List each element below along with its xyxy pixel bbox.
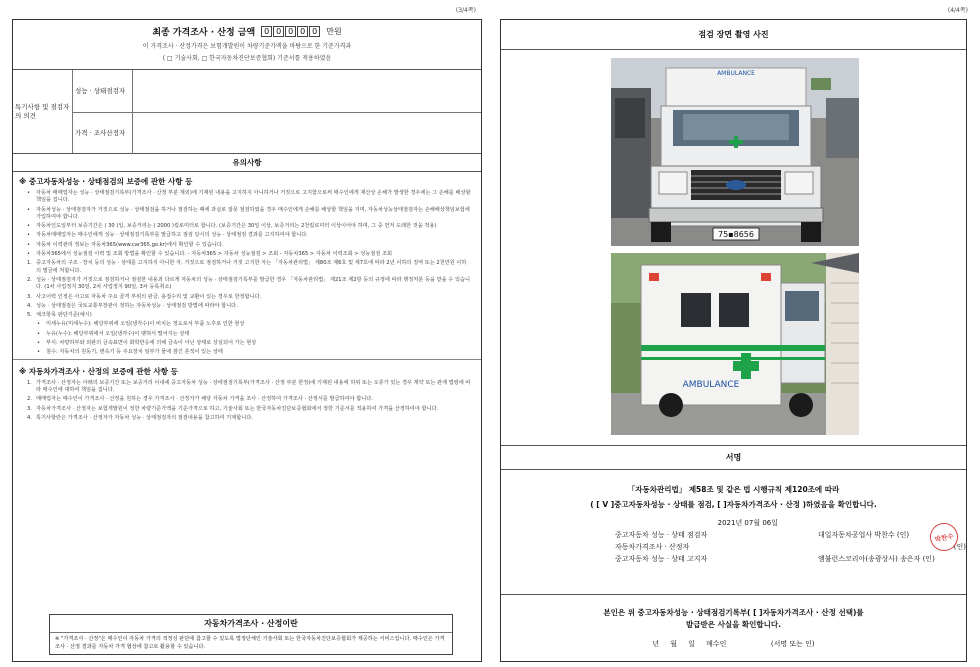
page-number: (3/4쪽) — [455, 7, 476, 14]
document-page-4 — [495, 0, 980, 667]
price-basis-line-1: 이 가격조사 · 산정가격은 보험개발원이 차량기준가액을 바탕으로 한 기준가격과 — [142, 43, 352, 50]
ambulance-front-lettering: AMBULANCE — [717, 70, 755, 77]
signer-name: 대일자동차공업사 박찬수 (인) — [818, 531, 910, 539]
signer-row — [501, 530, 966, 540]
signer-name: (인) — [953, 543, 966, 551]
signer-role: 자동차가격조사 · 산정자 — [615, 543, 690, 551]
buyer-confirm-line-1: 본인은 위 중고자동차성능 · 상태점검기록부( [ ]자동차가격조사 · 산정 선택)를 — [603, 608, 864, 617]
numbered-item: 4. 특기사항란은 가격조사 · 산정자가 자동차 성능 · 상태점검자의 점검내용을 참고하여 기재합니다. — [27, 414, 253, 421]
red-seal-stamp: 박찬수 — [927, 520, 960, 553]
price-basis-line-2: ( □ 기술사회, □ 한국자동차진단보증협회) 기준서를 적용하였음 — [162, 55, 332, 62]
notice-item: • 자동차성능 · 상태점검자가 거짓으로 성능 · 상태점검을 하거나 점검하는 때에 과실로 잘못 점검하였을 경우 매수인에게 손해를 배상할 책임을 지며, 자동차성능상태점검자는 손해배상책임보험에 가입하여야 합니다. — [27, 207, 471, 222]
ambulance-side-photo — [611, 253, 859, 435]
price-digit: 0 — [297, 26, 308, 37]
numbered-item: 3. 사고이력 인정은 사고로 자동차 주요 골격 부위의 판금, 용접수리 및 교환이 있는 경우로 한정합니다. — [27, 293, 262, 300]
section-2-heading: ※ 자동차가격조사 · 산정의 보증에 관한 사항 등 — [19, 366, 178, 376]
page-number: (4/4쪽) — [947, 7, 968, 14]
notice-item: • 자동차 이력관리 정보는 자동차365(www.car365.go.kr)에서 확인할 수 있습니다. — [27, 242, 471, 249]
section-1-numbered — [13, 260, 481, 319]
certification-line-1: 「자동차관리법」 제58조 및 같은 법 시행규칙 제120조에 따라 — [627, 485, 840, 494]
opinion-value-field — [133, 70, 481, 112]
license-plate: 75▪8656 — [718, 230, 754, 239]
price-digit-boxes — [261, 26, 320, 37]
photo-section-title: 점검 장면 촬영 사진 — [501, 20, 966, 50]
appraisal-definition-box — [49, 614, 453, 655]
ambulance-front-photo — [611, 58, 859, 246]
ambulance-front-image — [611, 58, 859, 246]
buyer-signature-line: 년 월 일 매수인 (서명 또는 인) — [652, 640, 815, 648]
signer-role: 중고자동차 성능 · 상태 고지자 — [615, 555, 708, 563]
opinion-label: 특기사항 및 점검자의 의견 — [13, 70, 73, 153]
appraisal-definition-text: ※ "가격조사 · 산정"은 매수인이 자동차 가격의 적정성 판단에 참고할 수 있도록 법정단체인 기술사회 또는 한국자동차진단보증협회가 제공하는 서비스입니다. 매수인은 가격조사 · 산정 결과를 자동차 가격 협상에 참고로 활용할 수 있습니다. — [55, 636, 445, 650]
final-price-header — [13, 20, 481, 70]
ambulance-side-image — [611, 253, 859, 435]
section-2-numbered — [13, 380, 481, 422]
opinion-row-label: 성능 · 상태점검자 — [73, 70, 133, 112]
price-digit: 0 — [309, 26, 320, 37]
section-1-heading: ※ 중고자동차성능 · 상태점검의 보증에 관한 사항 등 — [19, 177, 193, 186]
signer-name: 앰뷸런스코리아(송광상사) 송은자 (인) — [818, 555, 935, 563]
buyer-confirm-line-2: 발급받은 사실을 확인합니다. — [685, 620, 781, 629]
numbered-item: 4. 성능 · 상태점검은 국토교통부장관이 정하는 자동차성능 · 상태점검 방법에 따라야 합니다. — [27, 302, 238, 309]
notice-item: • 자동차 매매업자는 성능 · 상태점검기록부(가격조사 · 산정 부분 제외)에 기재된 내용을 고지하지 아니하거나 거짓으로 고지함으로써 매수인에게 재산상 손해가 발생한 경우에는 그 손해를 배상할 책임을 집니다. — [27, 190, 471, 205]
certification-line-2: ( [ V ]중고자동차성능 · 상태를 점검, [ ]자동차가격조사 · 산정 )하였음을 확인합니다. — [590, 500, 877, 509]
buyer-confirmation — [501, 595, 966, 649]
numbered-item: 2. 성능 · 상태점검자가 거짓으로 점검하거나 점검한 내용과 다르게 자동차의 성능 · 상태점검기록부를 발급한 경우 「자동차관리법」 제21조 제2항 등의 규정에 따라 행정처분 등을 받을 수 있습니다. (1차 사업정지 30일, 2차 사업정지 90일, 3차 등록취소) — [27, 276, 470, 291]
opinion-row-inspector — [73, 70, 481, 112]
notice-heading: 유의사항 — [13, 154, 481, 172]
section-1-bullets — [13, 190, 481, 258]
criteria-item: • 미세누유(미세누수): 해당부위에 오일(냉각수)이 비치는 정도로서 부품 노후로 인한 현상 — [37, 321, 471, 328]
price-unit: 만원 — [326, 27, 342, 36]
opinion-row-label: 가격 · 조사산정자 — [73, 113, 133, 154]
price-digit: 0 — [273, 26, 284, 37]
final-price-title: 최종 가격조사 · 산정 금액 — [152, 28, 256, 38]
numbered-item: 2. 매매업자는 매수인이 가격조사 · 산정을 원하는 경우 가격조사 · 산정자가 해당 자동차 가격을 조사 · 산정하여 가격조사 · 산정서를 발급하여야 합니다. — [27, 396, 373, 403]
signature-date: 2021년 07월 06일 — [717, 519, 778, 527]
opinion-row-appraiser — [73, 112, 481, 154]
notice-item: • 자동차365에서 성능점검 이력 및 조회 방법을 확인할 수 있습니다. - 자동차365 > 자동차 성능점검 > 조회 - 자동차365 > 자동차 이력조회 > 성능점검 조회 — [27, 251, 471, 258]
signer-row — [501, 542, 966, 552]
numbered-item: 1. 중고자동차의 구조 · 장치 등의 성능 · 상태를 고지하지 아니한 자, 거짓으로 점검하거나 거짓 고지한 자는 「자동차관리법」 제80조 제6호 및 제7호에 따라 2년 이하의 징역 또는 2천만원 이하의 벌금에 처합니다. — [27, 260, 467, 274]
numbered-item: 5. 체크항목 판단기준(예시) — [27, 312, 92, 319]
appraisal-definition-heading: 자동차가격조사 · 산정이란 — [50, 615, 452, 633]
signer-row — [501, 554, 966, 564]
criteria-item: • 누유(누수): 해당부위에서 오일(냉각수)이 맺혀서 떨어지는 상태 — [37, 331, 471, 338]
signer-role: 중고자동차 성능 · 상태 점검자 — [615, 531, 708, 539]
judgement-criteria-list — [13, 321, 481, 356]
numbered-item: 1. 가격조사 · 산정자는 아래의 보증기간 또는 보증거리 이내에 중고자동차 성능 · 상태점검기록부(가격조사 · 산정 부분 한정)에 기재된 내용에 허위 또는 오류가 있는 경우 계약 또는 관계 법령에 따라 매수인에 대하여 책임을 집니다. — [27, 379, 471, 393]
numbered-item: 3. 자동차가격조사 · 산정자는 보험개발원이 정한 차량기준가액을 기준가격으로 하고, 기술사회 또는 한국자동차진단보증협회에서 정한 기준서를 적용하여 가격을 산정하여야 합니다. — [27, 405, 439, 412]
photo-area — [501, 50, 966, 446]
notice-item: • 자동차인도일부터 보증기간은 ( 30 )일, 보증거리는 ( 2000 )킬로미터로 합니다. (보증기간은 30일 이상, 보증거리는 2천킬로미터 이상이어야 하며, 그 중 먼저 도래한 것을 적용) — [27, 223, 471, 230]
photo-signature-frame — [500, 19, 967, 662]
opinion-value-field — [133, 113, 481, 154]
notice-item: • 자동차매매업자는 매수인에게 성능 · 상태점검기록부를 발급하고 점검 당시의 성능 · 상태점검 결과를 고지하여야 합니다. — [27, 232, 471, 239]
criteria-item: • 부식: 차량하부와 외판의 금속표면이 화학반응에 의해 금속이 아닌 상태로 상실되어 가는 현상 — [37, 340, 471, 347]
criteria-item: • 침수: 자동차의 원동기, 변속기 등 주요장치 일부가 물에 잠긴 흔적이 있는 상태 — [37, 349, 471, 356]
signature-section — [501, 470, 966, 595]
price-digit: 0 — [261, 26, 272, 37]
ambulance-side-lettering: AMBULANCE — [682, 380, 740, 390]
section-divider — [13, 359, 481, 360]
price-digit: 0 — [285, 26, 296, 37]
inspection-form-frame — [12, 19, 482, 662]
opinion-section — [13, 70, 481, 154]
signature-heading: 서명 — [501, 446, 966, 470]
